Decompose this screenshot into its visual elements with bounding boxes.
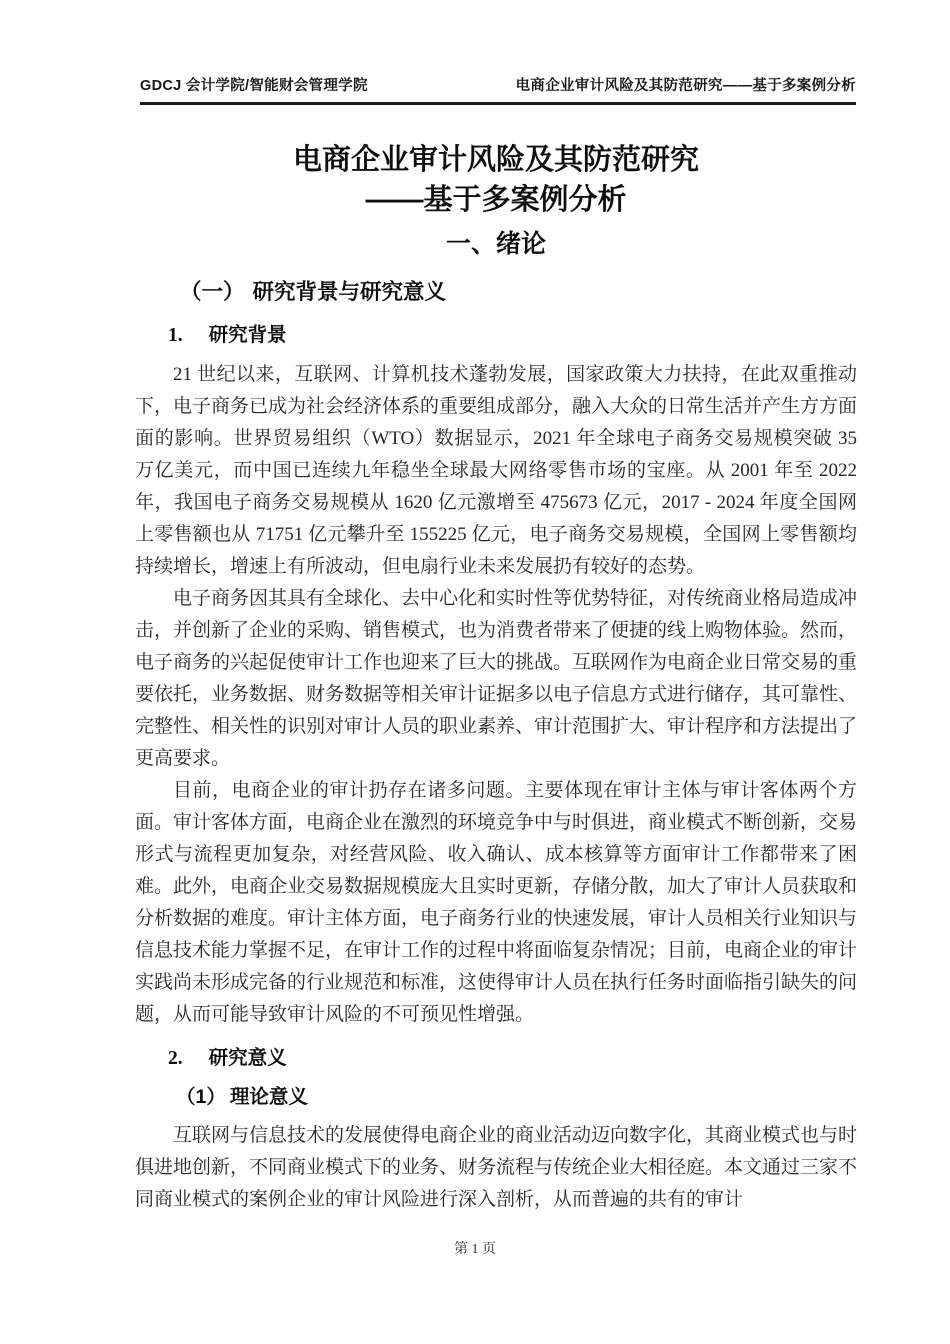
document-body (135, 140, 857, 1216)
page-number-footer: 第 1 页 (454, 1242, 496, 1257)
subsection-number: 2. (168, 1048, 183, 1069)
header-right-text: 电商企业审计风险及其防范研究——基于多案例分析 (515, 78, 856, 94)
section-heading-label: 研究背景与研究意义 (252, 280, 447, 304)
chapter-heading-introduction: 一、绪论 (445, 230, 546, 258)
subsubsection-number: （1） (176, 1086, 226, 1108)
paragraph-research-background-1: 21 世纪以来，互联网、计算机技术蓬勃发展，国家政策大力扶持，在此双重推动下，电子商务已成为社会经济体系的重要组成部分，融入大众的日常生活并产生方方面面的影响。世界贸易组织（WTO）数据显示，2021 年全球电子商务交易规模突破 35 万亿美元，而中国已连续九年稳坐全球最大网络零售市场的宝座。从 2001 年至 2022 年，我国电子商务交易规模从 1620 亿元激增至 475673 亿元，2017 - 2024 年度全国网上零售额也从 71751 亿元攀升至 155225 亿元，电子商务交易规模，全国网上零售额均持续增长，增速上有所波动，但电扇行业未来发展扔有较好的态势。 (135, 364, 858, 577)
document-title (135, 140, 857, 220)
document-title-line1: 电商企业审计风险及其防范研究 (292, 144, 699, 176)
paragraph-research-background-3: 目前，电商企业的审计扔存在诸多问题。主要体现在审计主体与审计客体两个方面。审计客体方面，电商企业在激烈的环境竞争中与时俱进，商业模式不断创新，交易形式与流程更加复杂，对经营风险、收入确认、成本核算等方面审计工作都带来了困难。此外，电商企业交易数据规模庞大且实时更新，存储分散，加大了审计人员获取和分析数据的难度。审计主体方面，电子商务行业的快速发展，审计人员相关行业知识与信息技术能力掌握不足，在审计工作的过程中将面临复杂情况；目前，电商企业的审计实践尚未形成完备的行业规范和标准，这使得审计人员在执行任务时面临指引缺失的问题，从而可能导致审计风险的不可预见性增强。 (135, 780, 858, 1025)
header-left-text: GDCJ 会计学院/智能财会管理学院 (140, 78, 368, 94)
subsection-heading-research-significance (168, 1043, 857, 1074)
subsubsection-label: 理论意义 (229, 1086, 308, 1108)
document-title-line2: ——基于多案例分析 (365, 184, 627, 216)
subsubsection-heading-theoretical-significance (176, 1082, 857, 1112)
subsection-number: 1. (168, 325, 183, 346)
section-heading-number: （一） (180, 280, 245, 304)
paragraph-research-background-2: 电子商务因其具有全球化、去中心化和实时性等优势特征，对传统商业格局造成冲击，并创新了企业的采购、销售模式，也为消费者带来了便捷的线上购物体验。然而，电子商务的兴起促使审计工作也迎来了巨大的挑战。互联网作为电商企业日常交易的重要依托，业务数据、财务数据等相关审计证据多以电子信息方式进行储存，其可靠性、完整性、相关性的识别对审计人员的职业素养、审计范围扩大、审计程序和方法提出了更高要求。 (135, 588, 858, 769)
subsection-label: 研究背景 (208, 324, 287, 346)
paragraph-theoretical-significance-1: 互联网与信息技术的发展使得电商企业的商业活动迈向数字化，其商业模式也与时俱进地创新，不同商业模式下的业务、财务流程与传统企业大相径庭。本文通过三家不同商业模式的案例企业的审计风险进行深入剖析，从而普遍的共有的审计 (135, 1125, 858, 1210)
subsection-label: 研究意义 (208, 1047, 287, 1069)
running-header (140, 74, 856, 105)
subsection-heading-research-background (168, 320, 857, 351)
section-heading-background-significance (180, 276, 857, 308)
